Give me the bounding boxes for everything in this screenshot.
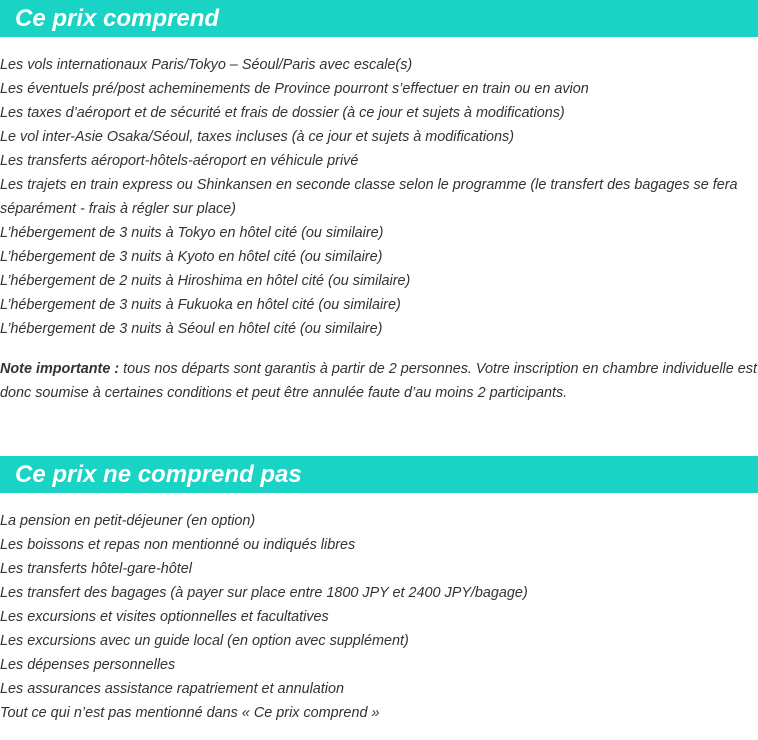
excluded-list xyxy=(0,509,758,725)
list-item: L’hébergement de 3 nuits à Kyoto en hôtel cité (ou similaire) xyxy=(0,249,383,265)
list-item: Les éventuels pré/post acheminements de Province pourront s’effectuer en train ou en avion xyxy=(0,81,589,97)
list-item: Les dépenses personnelles xyxy=(0,657,176,673)
included-heading: Ce prix comprend xyxy=(0,0,758,37)
list-item: Les taxes d’aéroport et de sécurité et frais de dossier (à ce jour et sujets à modifications) xyxy=(0,105,565,121)
list-item: L’hébergement de 3 nuits à Tokyo en hôtel cité (ou similaire) xyxy=(0,225,384,241)
list-item: Les boissons et repas non mentionné ou indiqués libres xyxy=(0,537,356,553)
excluded-section xyxy=(0,456,758,725)
list-item: Les transferts aéroport-hôtels-aéroport en véhicule privé xyxy=(0,153,359,169)
list-item: Le vol inter-Asie Osaka/Séoul, taxes incluses (à ce jour et sujets à modifications) xyxy=(0,129,515,145)
list-item: Les assurances assistance rapatriement et annulation xyxy=(0,681,344,697)
included-list xyxy=(0,53,758,341)
list-item: Les vols internationaux Paris/Tokyo – Séoul/Paris avec escale(s) xyxy=(0,57,413,73)
list-item: L’hébergement de 3 nuits à Fukuoka en hôtel cité (ou similaire) xyxy=(0,297,401,313)
list-item: Les trajets en train express ou Shinkansen en seconde classe selon le programme (le transfert des bagages se fera séparément - frais à régler sur place) xyxy=(0,177,738,217)
list-item: Les excursions avec un guide local (en option avec supplément) xyxy=(0,633,409,649)
list-item: L’hébergement de 2 nuits à Hiroshima en hôtel cité (ou similaire) xyxy=(0,273,411,289)
important-note xyxy=(0,357,758,405)
list-item: Les transfert des bagages (à payer sur place entre 1800 JPY et 2400 JPY/bagage) xyxy=(0,585,528,601)
list-item: L’hébergement de 3 nuits à Séoul en hôtel cité (ou similaire) xyxy=(0,321,383,337)
list-item: Les excursions et visites optionnelles et facultatives xyxy=(0,609,329,625)
excluded-heading: Ce prix ne comprend pas xyxy=(0,456,758,493)
list-item: Tout ce qui n’est pas mentionné dans « Ce prix comprend » xyxy=(0,705,380,721)
list-item: Les transferts hôtel-gare-hôtel xyxy=(0,561,192,577)
note-text: tous nos départs sont garantis à partir de 2 personnes. Votre inscription en chambre individuelle est donc soumise à certaines conditions et peut être annulée faute d’au moins 2 participants. xyxy=(0,361,757,401)
list-item: La pension en petit-déjeuner (en option) xyxy=(0,513,256,529)
note-label: Note importante : xyxy=(0,361,120,377)
